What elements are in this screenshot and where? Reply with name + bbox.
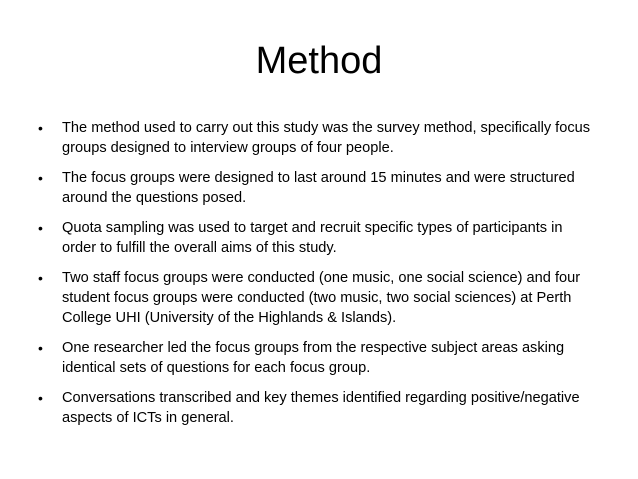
- list-item: [38, 268, 598, 328]
- bullet-text: Conversations transcribed and key themes identified regarding positive/negative aspects of ICTs in general.: [62, 390, 580, 426]
- bullet-text: Quota sampling was used to target and recruit specific types of participants in order to fulfill the overall aims of this study.: [62, 220, 563, 256]
- list-item: [38, 168, 598, 208]
- bullet-icon: •: [38, 390, 43, 406]
- bullet-text: One researcher led the focus groups from the respective subject areas asking identical sets of questions for each focus group.: [62, 340, 565, 376]
- list-item: [38, 338, 598, 378]
- bullet-icon: •: [38, 120, 43, 136]
- list-item: [38, 218, 598, 258]
- bullet-text: The focus groups were designed to last around 15 minutes and were structured around the questions posed.: [62, 170, 575, 206]
- bullet-icon: •: [38, 170, 43, 186]
- slide-title: Method: [255, 40, 383, 82]
- list-item: [38, 118, 598, 158]
- bullet-text: Two staff focus groups were conducted (one music, one social science) and four student focus groups were conducted (two music, two social sciences) at Perth College UHI (University of the Highlands & Islands).: [62, 270, 581, 326]
- bullet-text: The method used to carry out this study was the survey method, specifically focus groups designed to interview groups of four people.: [62, 120, 591, 156]
- bullet-icon: •: [38, 220, 43, 236]
- bullet-icon: •: [38, 270, 43, 286]
- bullet-list: [38, 118, 598, 438]
- list-item: [38, 388, 598, 428]
- bullet-icon: •: [38, 340, 43, 356]
